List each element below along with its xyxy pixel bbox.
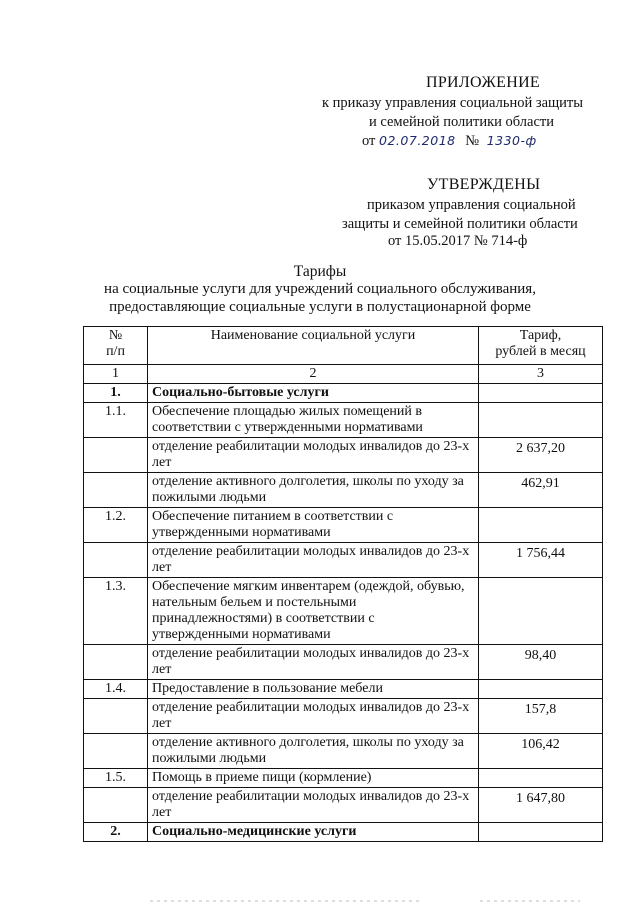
tariff-value: 1 647,80 <box>479 788 603 823</box>
approved-title: УТВЕРЖДЕНЫ <box>427 176 541 193</box>
tariff-value: 106,42 <box>479 734 603 769</box>
service-name: Предоставление в пользование мебели <box>148 680 479 699</box>
table-row <box>84 734 603 769</box>
service-name: Помощь в приеме пищи (кормление) <box>148 769 479 788</box>
service-name: отделение активного долголетия, школы по уходу за пожилыми людьми <box>148 473 479 508</box>
appendix-date-line <box>362 133 537 150</box>
row-number <box>84 699 148 734</box>
service-name: отделение активного долголетия, школы по уходу за пожилыми людьми <box>148 734 479 769</box>
table-row <box>84 788 603 823</box>
approved-line-2: защиты и семейной политики области <box>342 216 578 232</box>
service-name: Обеспечение мягким инвентарем (одеждой, обувью, нательным бельем и постельными принадлежностями) в соответствии с утвержденными нормативами <box>148 578 479 645</box>
tariff-value <box>479 508 603 543</box>
table-row <box>84 645 603 680</box>
document-subtitle-1: на социальные услуги для учреждений социального обслуживания, <box>104 281 536 297</box>
row-number: 1. <box>84 384 148 403</box>
tariff-value: 157,8 <box>479 699 603 734</box>
tariff-value <box>479 769 603 788</box>
row-number <box>84 543 148 578</box>
appendix-title: ПРИЛОЖЕНИЕ <box>426 74 541 91</box>
date-prefix: от <box>362 133 376 149</box>
table-row <box>84 384 603 403</box>
handwritten-date: 02.07.2018 <box>379 133 456 148</box>
row-number: 2. <box>84 823 148 842</box>
row-number: 1.4. <box>84 680 148 699</box>
approved-line-3: от 15.05.2017 № 714-ф <box>388 233 528 249</box>
document-title: Тарифы <box>293 263 347 280</box>
row-number: 1.3. <box>84 578 148 645</box>
table-row <box>84 543 603 578</box>
tariff-value <box>479 578 603 645</box>
tariff-value: 1 756,44 <box>479 543 603 578</box>
row-number: 1.2. <box>84 508 148 543</box>
tariff-value: 98,40 <box>479 645 603 680</box>
row-number <box>84 438 148 473</box>
row-number: 1.1. <box>84 403 148 438</box>
scan-artifact <box>0 895 640 905</box>
col-number-2: 2 <box>148 365 479 384</box>
service-name: отделение реабилитации молодых инвалидов до 23-х лет <box>148 788 479 823</box>
header-tariff: Тариф, рублей в месяц <box>479 327 603 365</box>
header-name: Наименование социальной услуги <box>148 327 479 365</box>
table-row <box>84 578 603 645</box>
row-number <box>84 645 148 680</box>
row-number <box>84 473 148 508</box>
handwritten-number: 1330-ф <box>486 133 537 148</box>
service-name: отделение реабилитации молодых инвалидов до 23-х лет <box>148 438 479 473</box>
tariff-value: 2 637,20 <box>479 438 603 473</box>
document-subtitle-2: предоставляющие социальные услуги в полустационарной форме <box>109 299 531 315</box>
table-row <box>84 769 603 788</box>
header-num: № п/п <box>84 327 148 365</box>
service-name: Обеспечение площадью жилых помещений в соответствии с утвержденными нормативами <box>148 403 479 438</box>
service-name: Социально-медицинские услуги <box>148 823 479 842</box>
number-prefix: № <box>465 133 480 149</box>
tariff-value <box>479 384 603 403</box>
tariff-table <box>83 326 603 842</box>
tariff-value <box>479 680 603 699</box>
row-number <box>84 734 148 769</box>
table-row <box>84 438 603 473</box>
approved-line-1: приказом управления социальной <box>367 197 576 213</box>
tariff-value <box>479 823 603 842</box>
tariff-value: 462,91 <box>479 473 603 508</box>
service-name: Социально-бытовые услуги <box>148 384 479 403</box>
service-name: отделение реабилитации молодых инвалидов до 23-х лет <box>148 543 479 578</box>
service-name: отделение реабилитации молодых инвалидов до 23-х лет <box>148 645 479 680</box>
appendix-line-2: и семейной политики области <box>369 114 555 130</box>
table-row <box>84 473 603 508</box>
service-name: Обеспечение питанием в соответствии с утвержденными нормативами <box>148 508 479 543</box>
col-number-1: 1 <box>84 365 148 384</box>
row-number: 1.5. <box>84 769 148 788</box>
service-name: отделение реабилитации молодых инвалидов до 23-х лет <box>148 699 479 734</box>
col-number-3: 3 <box>479 365 603 384</box>
table-row <box>84 823 603 842</box>
tariff-value <box>479 403 603 438</box>
table-row <box>84 680 603 699</box>
table-row <box>84 508 603 543</box>
row-number <box>84 788 148 823</box>
table-row <box>84 403 603 438</box>
appendix-line-1: к приказу управления социальной защиты <box>322 95 584 111</box>
table-row <box>84 699 603 734</box>
